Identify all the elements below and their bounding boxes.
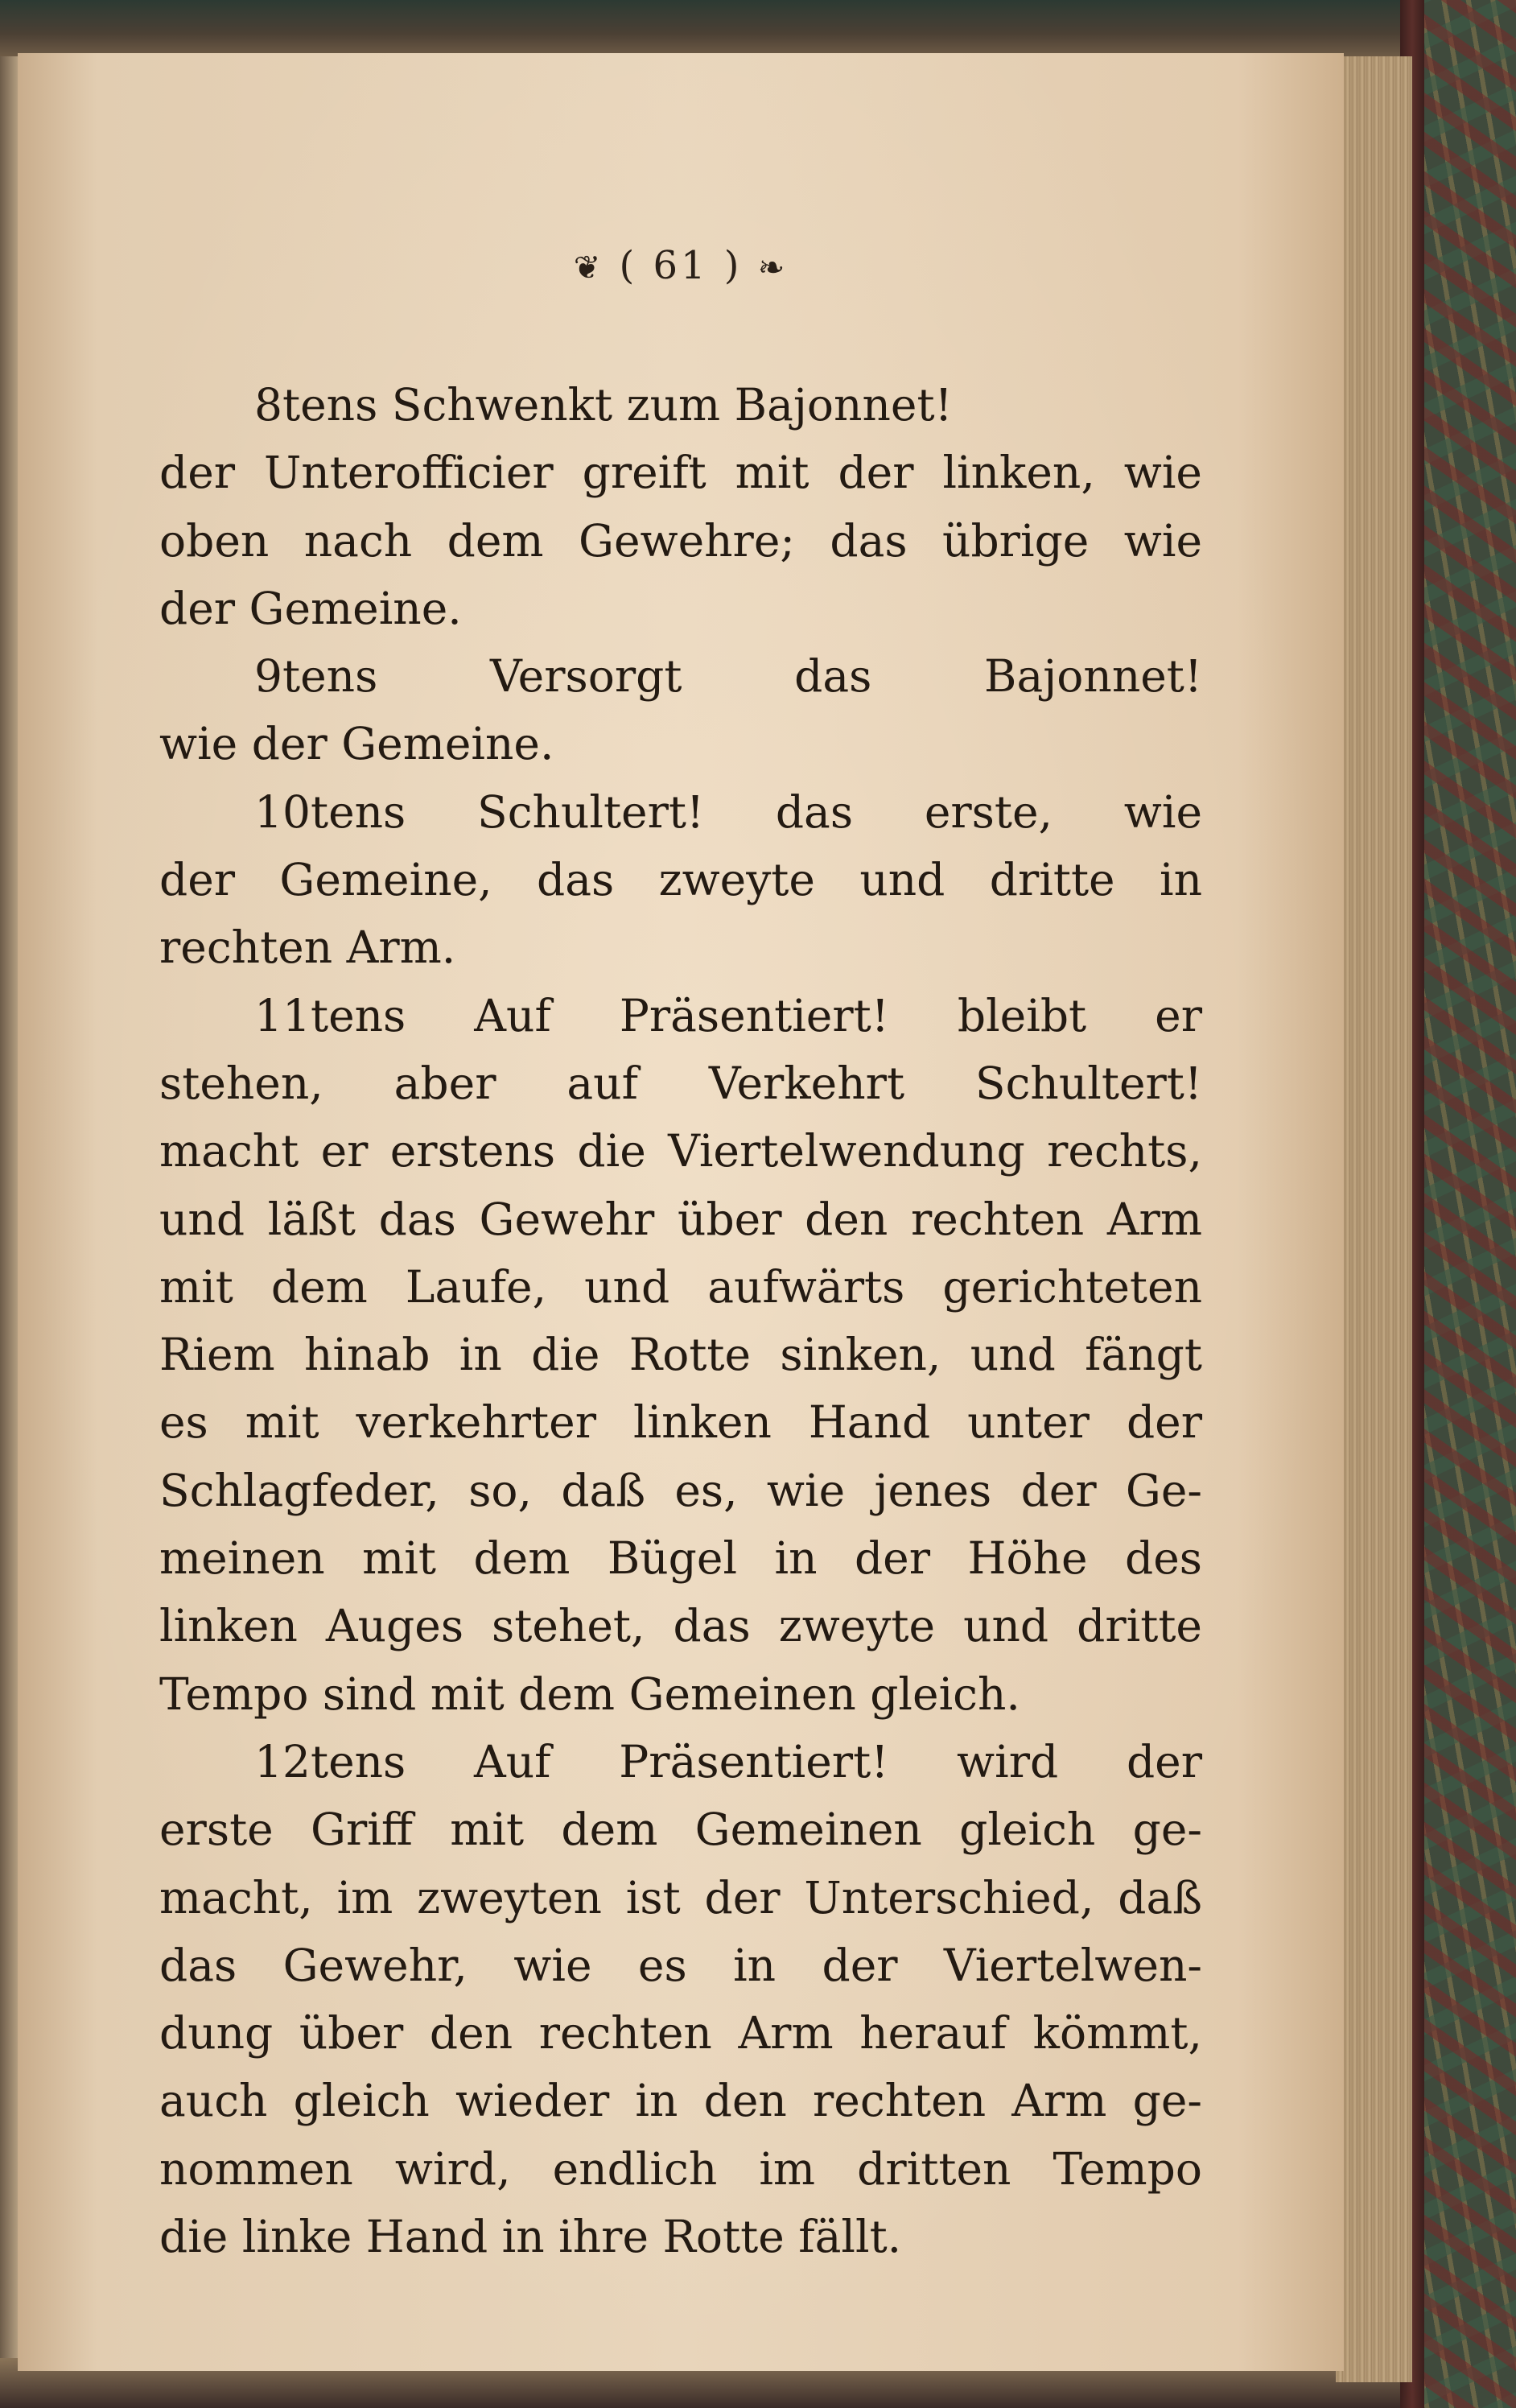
text-line: auch gleich wieder in den rechten Arm ge-: [159, 2075, 1202, 2127]
cover-top-edge: [0, 0, 1516, 56]
text-line: der Gemeine, das zweyte und dritte in: [159, 854, 1202, 906]
text-line: der Gemeine.: [159, 582, 462, 634]
text-line: Schlagfeder, so, daß es, wie jenes der Ge-: [159, 1464, 1202, 1516]
text-line: rechten Arm.: [159, 922, 456, 974]
text-line: das Gewehr, wie es in der Viertelwen-: [159, 1939, 1202, 1991]
text-line: 8tens Schwenkt zum Bajonnet!: [254, 379, 953, 431]
text-line: erste Griff mit dem Gemeinen gleich ge-: [159, 1804, 1202, 1856]
text-line: und läßt das Gewehr über den rechten Arm: [159, 1193, 1202, 1245]
text-line: 9tens Versorgt das Bajonnet!: [254, 650, 1202, 703]
text-line: macht, im zweyten ist der Unterschied, daß: [159, 1871, 1202, 1924]
text-line: Tempo sind mit dem Gemeinen gleich.: [159, 1668, 1020, 1720]
text-line: wie der Gemeine.: [159, 718, 554, 770]
text-line: linken Auges stehet, das zweyte und dritte: [159, 1600, 1202, 1652]
text-line: Riem hinab in die Rotte sinken, und fängt: [159, 1329, 1202, 1381]
text-line: es mit verkehrter linken Hand unter der: [159, 1396, 1202, 1449]
body-text: [159, 371, 1202, 2270]
text-line: macht er erstens die Viertelwendung rechts,: [159, 1125, 1202, 1177]
text-line: stehen, aber auf Verkehrt Schultert!: [159, 1057, 1202, 1109]
text-line: 12tens Auf Präsentiert! wird der: [254, 1735, 1202, 1787]
text-line: dung über den rechten Arm herauf kömmt,: [159, 2007, 1202, 2060]
text-line: oben nach dem Gewehre; das übrige wie: [159, 514, 1202, 567]
page-stack-edge: [1336, 56, 1412, 2382]
page-number: ( 61 ): [619, 243, 743, 288]
text-line: mit dem Laufe, und aufwärts gerichteten: [159, 1260, 1202, 1313]
book-page: [18, 53, 1344, 2371]
text-line: meinen mit dem Bügel in der Höhe des: [159, 1532, 1202, 1585]
ornament-right-icon: ❧: [757, 249, 789, 287]
text-line: 11tens Auf Präsentiert! bleibt er: [254, 989, 1202, 1041]
page-number-header: [18, 243, 1344, 288]
text-line: die linke Hand in ihre Rotte fällt.: [159, 2211, 902, 2263]
ornament-left-icon: ❦: [573, 249, 604, 287]
text-line: nommen wird, endlich im dritten Tempo: [159, 2142, 1202, 2195]
text-line: der Unterofficier greift mit der linken, wie: [159, 447, 1202, 499]
text-line: 10tens Schultert! das erste, wie: [254, 785, 1202, 838]
